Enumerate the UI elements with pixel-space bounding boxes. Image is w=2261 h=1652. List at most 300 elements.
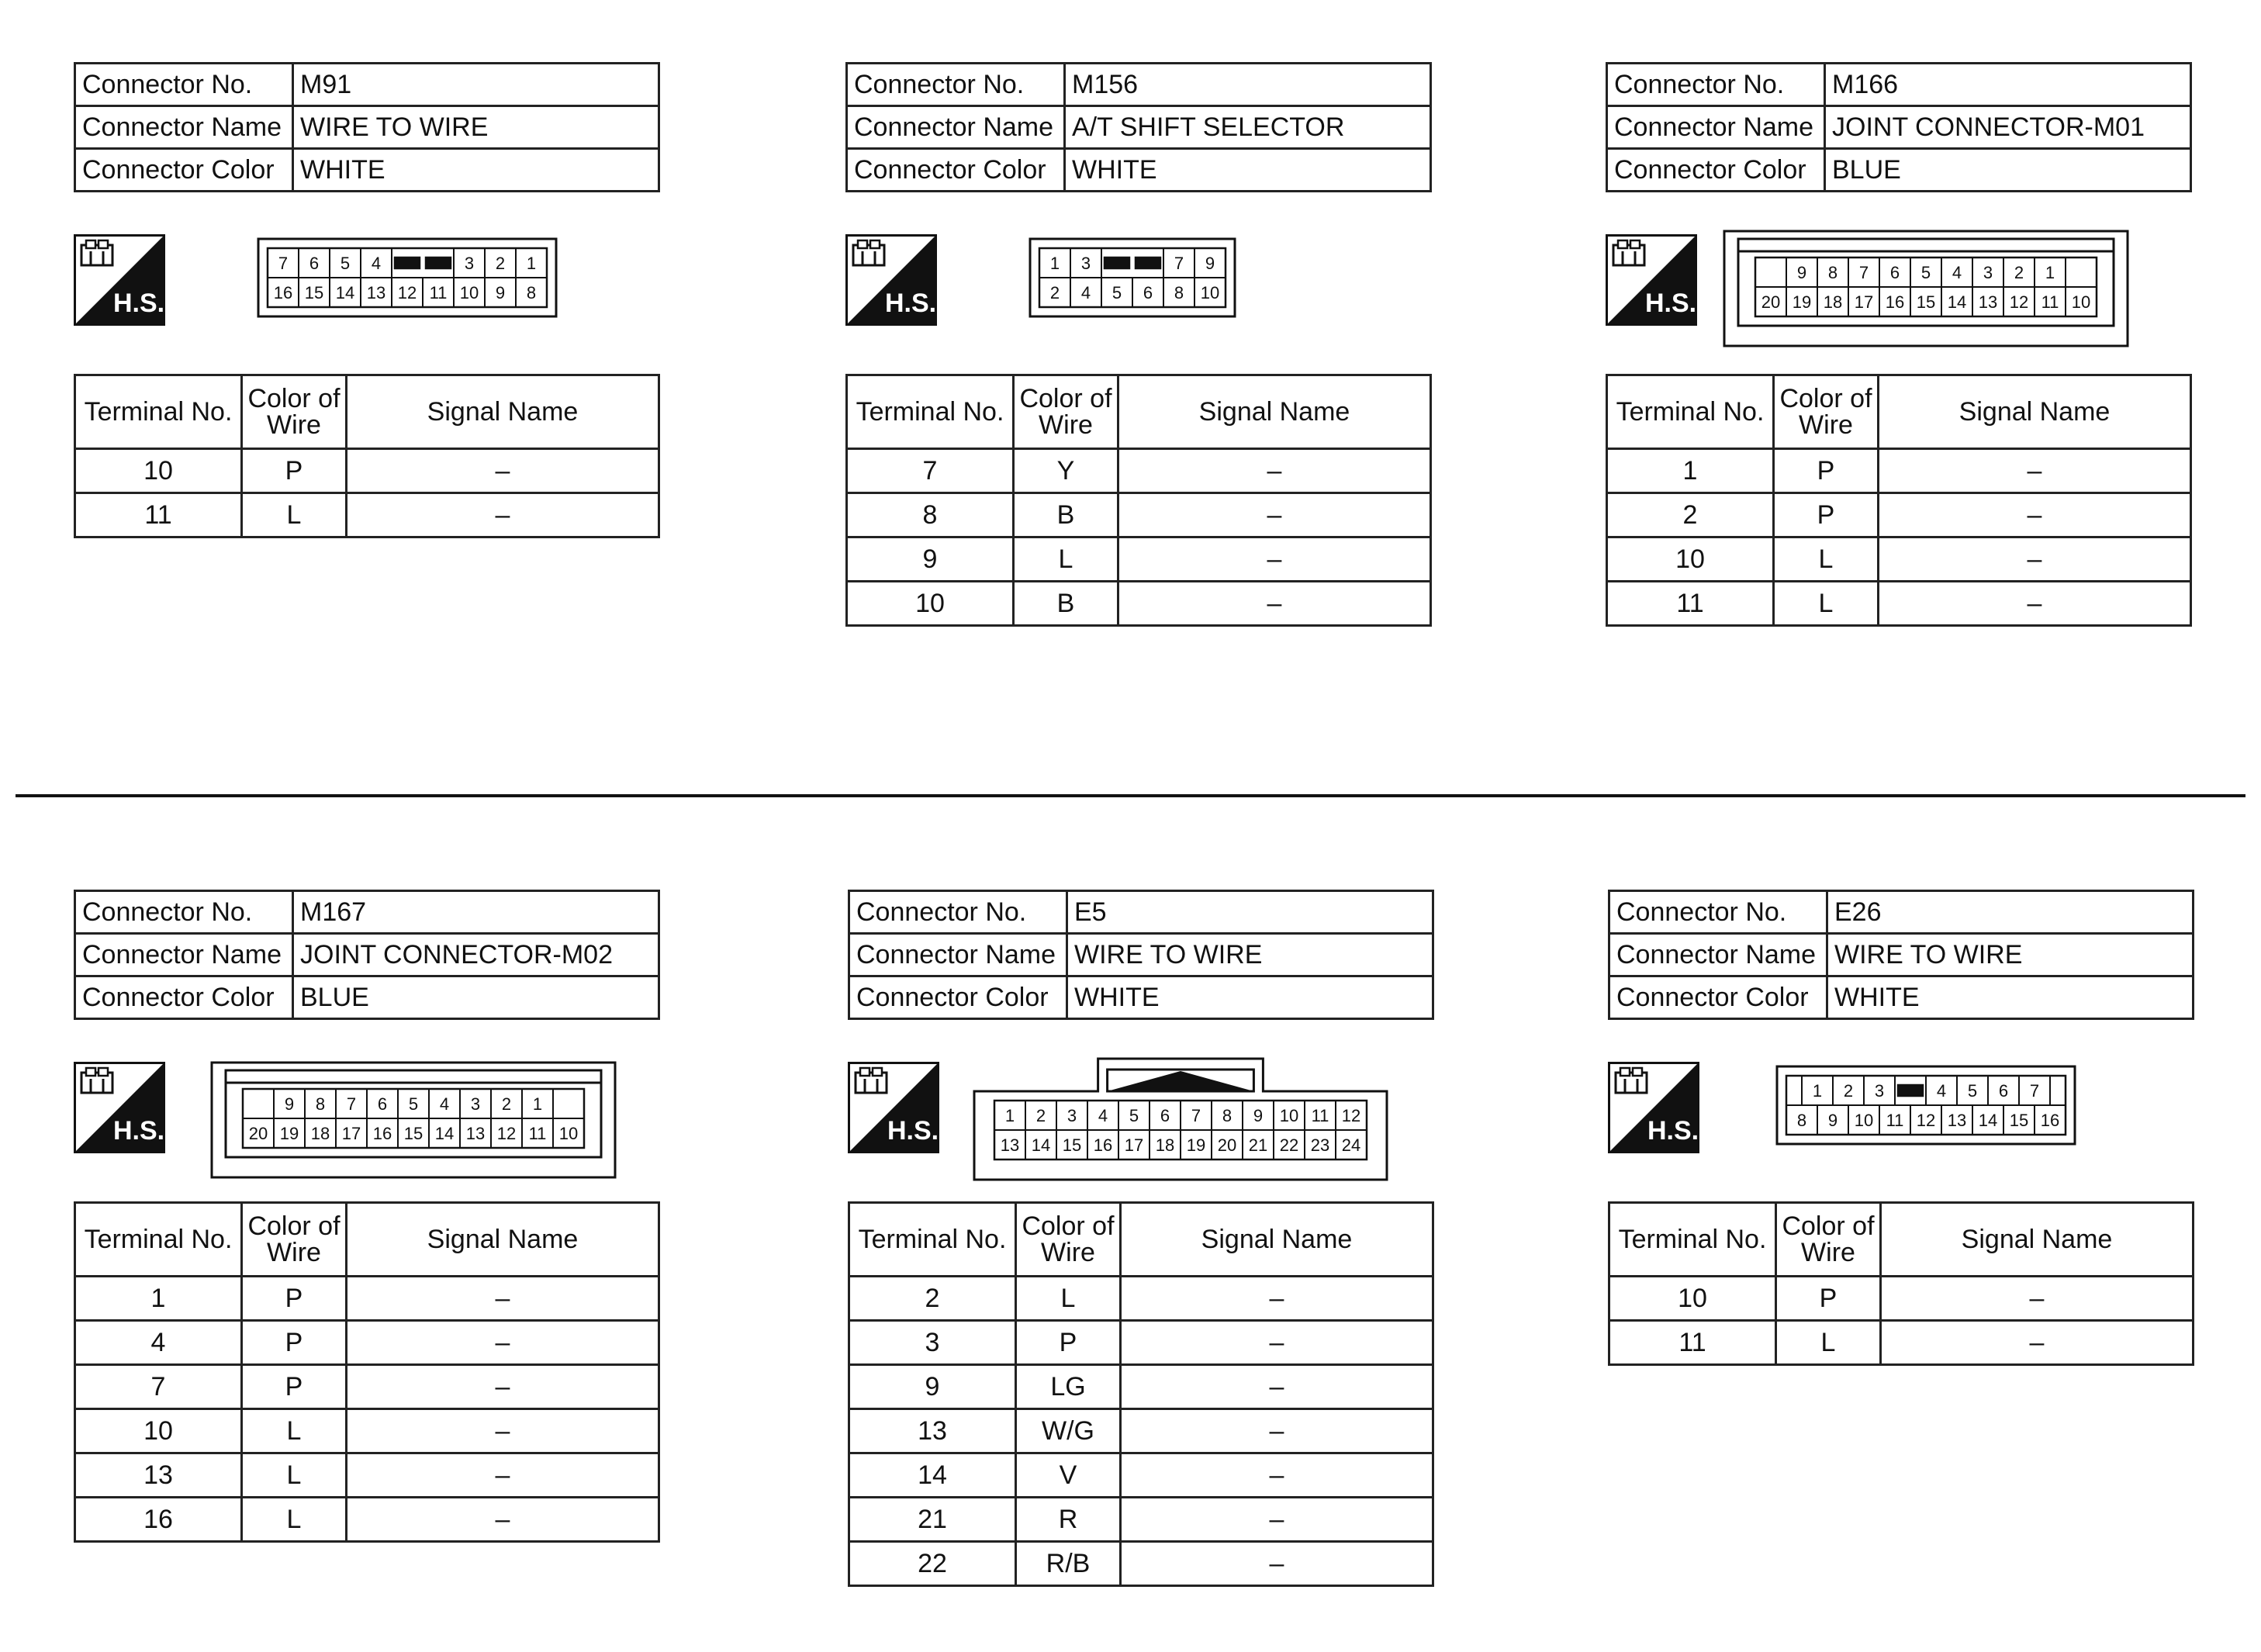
connector-color-label: Connector Color <box>75 976 293 1019</box>
terminal-row <box>1607 449 2191 493</box>
wire-color: B <box>1014 493 1118 537</box>
cavity-number: 2 <box>1035 1106 1046 1125</box>
signal-name-header: Signal Name <box>1881 1203 2194 1277</box>
signal-name: – <box>1879 582 2191 626</box>
cavity-number: 5 <box>1967 1081 1978 1101</box>
terminal-row <box>1607 582 2191 626</box>
connector-block <box>848 890 1437 1578</box>
cavity-number: 4 <box>1936 1081 1947 1101</box>
terminal-no: 7 <box>847 449 1014 493</box>
cavity-number: 19 <box>1792 292 1812 312</box>
cavity-number: 9 <box>1253 1106 1264 1125</box>
cavity-number: 10 <box>2071 292 2091 312</box>
blank-cavity <box>426 257 451 268</box>
signal-name-header: Signal Name <box>1121 1203 1433 1277</box>
connector-color-value: WHITE <box>1065 149 1431 192</box>
wire-color: P <box>1774 449 1879 493</box>
terminal-table <box>74 374 660 538</box>
cavity-number: 19 <box>279 1124 299 1143</box>
connector-name-label: Connector Name <box>75 934 293 976</box>
terminal-row <box>847 537 1431 582</box>
cavity-number: 6 <box>377 1094 388 1114</box>
cavity-number: 1 <box>2045 263 2055 282</box>
cavity-number: 6 <box>1160 1106 1170 1125</box>
cavity-number: 18 <box>310 1124 330 1143</box>
cavity-number: 7 <box>346 1094 357 1114</box>
signal-name: – <box>1121 1542 1433 1586</box>
cavity-number: 1 <box>1049 254 1060 273</box>
terminal-no: 1 <box>1607 449 1774 493</box>
color-of-wire-header: Color of Wire <box>242 1203 347 1277</box>
cavity-number: 14 <box>335 283 355 302</box>
cavity-number: 4 <box>1098 1106 1108 1125</box>
cavity-number: 2 <box>1843 1081 1854 1101</box>
hs-label: H.S. <box>112 289 165 318</box>
terminal-table <box>1608 1201 2194 1366</box>
connector-color-label: Connector Color <box>849 976 1067 1019</box>
signal-name: – <box>1121 1277 1433 1321</box>
cavity-number: 9 <box>495 283 506 302</box>
cavity-number: 17 <box>1854 292 1874 312</box>
cavity-number: 18 <box>1823 292 1843 312</box>
terminal-row <box>75 1409 659 1453</box>
signal-name: – <box>1121 1365 1433 1409</box>
terminal-no: 3 <box>849 1321 1016 1365</box>
signal-name: – <box>1879 449 2191 493</box>
signal-name: – <box>1118 449 1431 493</box>
terminal-row <box>849 1498 1433 1542</box>
connector-face-diagram <box>1775 1064 2077 1146</box>
signal-name: – <box>347 449 659 493</box>
cavity-number: 10 <box>459 283 479 302</box>
harness-side-icon <box>74 234 165 326</box>
connector-no-value: E26 <box>1827 891 2194 934</box>
connector-color-label: Connector Color <box>1607 149 1825 192</box>
connector-name-label: Connector Name <box>847 106 1065 149</box>
cavity-number: 8 <box>1174 283 1184 302</box>
terminal-no: 9 <box>847 537 1014 582</box>
cavity-number: 20 <box>1761 292 1781 312</box>
cavity-number: 2 <box>2014 263 2024 282</box>
cavity-number: 11 <box>1886 1111 1904 1130</box>
connector-name-value: A/T SHIFT SELECTOR <box>1065 106 1431 149</box>
cavity-number: 6 <box>1143 283 1153 302</box>
terminal-no: 13 <box>849 1409 1016 1453</box>
terminal-row <box>1609 1277 2194 1321</box>
cavity-number: 10 <box>1200 283 1220 302</box>
terminal-row <box>847 449 1431 493</box>
connector-face-diagram <box>972 1056 1389 1182</box>
signal-name: – <box>1121 1409 1433 1453</box>
connector-name-value: JOINT CONNECTOR-M02 <box>293 934 659 976</box>
terminal-row <box>75 449 659 493</box>
cavity-number: 4 <box>1952 263 1962 282</box>
wire-color: R/B <box>1016 1542 1121 1586</box>
cavity-number: 1 <box>532 1094 543 1114</box>
cavity-number: 19 <box>1186 1135 1206 1155</box>
harness-side-icon <box>848 1062 939 1153</box>
cavity-number: 20 <box>1217 1135 1237 1155</box>
cavity-number: 13 <box>366 283 386 302</box>
cavity-number: 3 <box>464 254 475 273</box>
cavity-number: 21 <box>1248 1135 1268 1155</box>
cavity-number: 13 <box>1947 1111 1967 1130</box>
cavity-number: 3 <box>470 1094 481 1114</box>
connector-name-label: Connector Name <box>1609 934 1827 976</box>
cavity-number: 2 <box>501 1094 512 1114</box>
cavity-number: 10 <box>558 1124 579 1143</box>
connector-block <box>74 890 663 1534</box>
cavity-number: 11 <box>1311 1106 1329 1125</box>
connector-name-label: Connector Name <box>75 106 293 149</box>
wire-color: L <box>242 1453 347 1498</box>
terminal-no: 10 <box>75 1409 242 1453</box>
wire-color: L <box>242 493 347 537</box>
terminal-row <box>847 493 1431 537</box>
cavity-number: 20 <box>248 1124 268 1143</box>
blank-cavity <box>1136 257 1160 268</box>
signal-name-header: Signal Name <box>347 375 659 449</box>
blank-cavity <box>1898 1085 1923 1096</box>
cavity-number: 9 <box>1205 254 1215 273</box>
terminal-row <box>75 1277 659 1321</box>
terminal-no: 14 <box>849 1453 1016 1498</box>
cavity-number: 13 <box>1978 292 1998 312</box>
connector-color-value: WHITE <box>1827 976 2194 1019</box>
terminal-table <box>845 374 1432 627</box>
terminal-row <box>1607 537 2191 582</box>
cavity-number: 7 <box>2029 1081 2040 1101</box>
cavity-number: 3 <box>1874 1081 1885 1101</box>
cavity-number: 15 <box>304 283 324 302</box>
cavity-number: 11 <box>2041 292 2059 312</box>
terminal-no: 21 <box>849 1498 1016 1542</box>
wire-color: W/G <box>1016 1409 1121 1453</box>
connector-face-diagram <box>256 237 558 319</box>
harness-side-icon <box>74 1062 165 1153</box>
signal-name-header: Signal Name <box>347 1203 659 1277</box>
terminal-table <box>74 1201 660 1543</box>
cavity-number: 16 <box>1093 1135 1113 1155</box>
cavity-number: 24 <box>1341 1135 1361 1155</box>
cavity-number: 14 <box>1031 1135 1051 1155</box>
wire-color: L <box>242 1498 347 1542</box>
cavity-number: 7 <box>1191 1106 1201 1125</box>
cavity-number: 8 <box>315 1094 326 1114</box>
hs-label: H.S. <box>1647 1116 1699 1146</box>
wire-color: L <box>1774 582 1879 626</box>
cavity-number: 1 <box>526 254 537 273</box>
cavity-number: 8 <box>1827 263 1838 282</box>
connector-color-label: Connector Color <box>75 149 293 192</box>
cavity-number: 4 <box>371 254 382 273</box>
terminal-row <box>75 1321 659 1365</box>
terminal-row <box>849 1321 1433 1365</box>
connector-no-label: Connector No. <box>1607 64 1825 106</box>
cavity-number: 14 <box>1978 1111 1998 1130</box>
connector-name-value: WIRE TO WIRE <box>293 106 659 149</box>
wire-color: V <box>1016 1453 1121 1498</box>
signal-name: – <box>1879 537 2191 582</box>
terminal-no: 2 <box>849 1277 1016 1321</box>
cavity-number: 7 <box>1174 254 1184 273</box>
cavity-number: 10 <box>1854 1111 1874 1130</box>
cavity-number: 5 <box>1920 263 1931 282</box>
terminal-no-header: Terminal No. <box>75 1203 242 1277</box>
connector-name-value: WIRE TO WIRE <box>1827 934 2194 976</box>
signal-name: – <box>347 493 659 537</box>
signal-name: – <box>347 1409 659 1453</box>
cavity-number: 1 <box>1004 1106 1015 1125</box>
signal-name: – <box>347 1365 659 1409</box>
connector-color-value: BLUE <box>1825 149 2191 192</box>
cavity-number: 8 <box>1222 1106 1232 1125</box>
cavity-number: 12 <box>2009 292 2029 312</box>
terminal-no: 8 <box>847 493 1014 537</box>
wire-color: P <box>242 1321 347 1365</box>
connector-color-value: BLUE <box>293 976 659 1019</box>
terminal-row <box>75 493 659 537</box>
cavity-number: 12 <box>1341 1106 1361 1125</box>
connector-info-table <box>1606 62 2192 192</box>
signal-name: – <box>1118 582 1431 626</box>
terminal-row <box>849 1409 1433 1453</box>
cavity-number: 9 <box>1796 263 1807 282</box>
cavity-number: 7 <box>1858 263 1869 282</box>
hs-label: H.S. <box>884 289 937 318</box>
signal-name: – <box>1121 1453 1433 1498</box>
hs-label: H.S. <box>112 1116 165 1146</box>
wire-color: P <box>242 449 347 493</box>
cavity-number: 16 <box>273 283 293 302</box>
terminal-no-header: Terminal No. <box>847 375 1014 449</box>
terminal-no: 11 <box>1607 582 1774 626</box>
terminal-row <box>847 582 1431 626</box>
wire-color: L <box>1774 537 1879 582</box>
cavity-number: 16 <box>1885 292 1905 312</box>
connector-name-label: Connector Name <box>849 934 1067 976</box>
signal-name: – <box>347 1453 659 1498</box>
terminal-no: 13 <box>75 1453 242 1498</box>
cavity-number: 15 <box>403 1124 424 1143</box>
cavity-number: 15 <box>2009 1111 2029 1130</box>
signal-name: – <box>1118 493 1431 537</box>
harness-side-icon <box>1606 234 1697 326</box>
harness-side-icon <box>1608 1062 1699 1153</box>
terminal-row <box>75 1365 659 1409</box>
connector-face-diagram <box>1028 237 1237 319</box>
connector-block <box>845 62 1435 618</box>
cavity-number: 4 <box>439 1094 450 1114</box>
cavity-number: 16 <box>2040 1111 2060 1130</box>
terminal-row <box>1609 1321 2194 1365</box>
cavity-number: 7 <box>278 254 289 273</box>
signal-name: – <box>1881 1277 2194 1321</box>
connector-no-value: M91 <box>293 64 659 106</box>
terminal-no: 22 <box>849 1542 1016 1586</box>
terminal-table <box>848 1201 1434 1587</box>
terminal-no: 7 <box>75 1365 242 1409</box>
cavity-number: 1 <box>1812 1081 1823 1101</box>
cavity-number: 14 <box>434 1124 455 1143</box>
connector-info-table <box>74 890 660 1020</box>
cavity-number: 10 <box>1279 1106 1299 1125</box>
wire-color: P <box>242 1365 347 1409</box>
terminal-no: 10 <box>75 449 242 493</box>
signal-name: – <box>347 1498 659 1542</box>
cavity-number: 5 <box>1129 1106 1139 1125</box>
terminal-no-header: Terminal No. <box>1609 1203 1776 1277</box>
terminal-no: 11 <box>75 493 242 537</box>
connector-no-value: M166 <box>1825 64 2191 106</box>
blank-cavity <box>1105 257 1129 268</box>
signal-name: – <box>1121 1321 1433 1365</box>
wire-color: P <box>1774 493 1879 537</box>
wire-color: L <box>1014 537 1118 582</box>
cavity-number: 15 <box>1062 1135 1082 1155</box>
signal-name-header: Signal Name <box>1879 375 2191 449</box>
cavity-number: 13 <box>465 1124 486 1143</box>
color-of-wire-header: Color of Wire <box>242 375 347 449</box>
signal-name: – <box>1118 537 1431 582</box>
connector-color-value: WHITE <box>1067 976 1433 1019</box>
wire-color: LG <box>1016 1365 1121 1409</box>
signal-name: – <box>347 1277 659 1321</box>
cavity-number: 6 <box>1889 263 1900 282</box>
terminal-table <box>1606 374 2192 627</box>
terminal-no-header: Terminal No. <box>849 1203 1016 1277</box>
terminal-no: 10 <box>1607 537 1774 582</box>
terminal-row <box>1607 493 2191 537</box>
cavity-number: 2 <box>1049 283 1060 302</box>
wire-color: P <box>1776 1277 1881 1321</box>
wire-color: L <box>1016 1277 1121 1321</box>
cavity-number: 17 <box>341 1124 361 1143</box>
terminal-no: 2 <box>1607 493 1774 537</box>
harness-side-icon <box>845 234 937 326</box>
signal-name-header: Signal Name <box>1118 375 1431 449</box>
terminal-row <box>849 1277 1433 1321</box>
terminal-no: 4 <box>75 1321 242 1365</box>
cavity-number: 16 <box>372 1124 392 1143</box>
terminal-row <box>849 1542 1433 1586</box>
cavity-number: 3 <box>1080 254 1091 273</box>
color-of-wire-header: Color of Wire <box>1014 375 1118 449</box>
cavity-number: 3 <box>1067 1106 1077 1125</box>
cavity-number: 17 <box>1124 1135 1144 1155</box>
wire-color: Y <box>1014 449 1118 493</box>
connector-no-label: Connector No. <box>849 891 1067 934</box>
cavity-number: 8 <box>1796 1111 1807 1130</box>
terminal-no: 9 <box>849 1365 1016 1409</box>
wire-color: L <box>1776 1321 1881 1365</box>
color-of-wire-header: Color of Wire <box>1774 375 1879 449</box>
cavity-number: 18 <box>1155 1135 1175 1155</box>
connector-no-value: M156 <box>1065 64 1431 106</box>
terminal-no: 1 <box>75 1277 242 1321</box>
cavity-number: 23 <box>1310 1135 1330 1155</box>
blank-cavity <box>395 257 420 268</box>
terminal-row <box>849 1365 1433 1409</box>
cavity-number: 9 <box>1827 1111 1838 1130</box>
connector-name-label: Connector Name <box>1607 106 1825 149</box>
color-of-wire-header: Color of Wire <box>1776 1203 1881 1277</box>
connector-color-label: Connector Color <box>847 149 1065 192</box>
cavity-number: 2 <box>495 254 506 273</box>
connector-face-diagram <box>209 1060 617 1180</box>
connector-info-table <box>1608 890 2194 1020</box>
color-of-wire-header: Color of Wire <box>1016 1203 1121 1277</box>
connector-info-table <box>74 62 660 192</box>
wire-color: P <box>1016 1321 1121 1365</box>
connector-block <box>1608 890 2197 1357</box>
terminal-no-header: Terminal No. <box>75 375 242 449</box>
section-divider <box>16 794 2245 797</box>
cavity-number: 8 <box>526 283 537 302</box>
terminal-row <box>75 1453 659 1498</box>
wire-color: R <box>1016 1498 1121 1542</box>
cavity-number: 5 <box>408 1094 419 1114</box>
terminal-no: 11 <box>1609 1321 1776 1365</box>
signal-name: – <box>1881 1321 2194 1365</box>
connector-name-value: WIRE TO WIRE <box>1067 934 1433 976</box>
wire-color: L <box>242 1409 347 1453</box>
cavity-number: 4 <box>1080 283 1091 302</box>
cavity-number: 12 <box>1916 1111 1936 1130</box>
cavity-number: 22 <box>1279 1135 1299 1155</box>
connector-no-value: M167 <box>293 891 659 934</box>
cavity-number: 6 <box>309 254 320 273</box>
signal-name: – <box>1121 1498 1433 1542</box>
connector-no-label: Connector No. <box>1609 891 1827 934</box>
signal-name: – <box>1879 493 2191 537</box>
cavity-number: 12 <box>496 1124 517 1143</box>
terminal-no: 16 <box>75 1498 242 1542</box>
connector-no-value: E5 <box>1067 891 1433 934</box>
connector-block <box>74 62 663 530</box>
terminal-row <box>849 1453 1433 1498</box>
wire-color: B <box>1014 582 1118 626</box>
terminal-no: 10 <box>1609 1277 1776 1321</box>
connector-face-diagram <box>1722 229 2130 348</box>
connector-no-label: Connector No. <box>847 64 1065 106</box>
cavity-number: 15 <box>1916 292 1936 312</box>
hs-label: H.S. <box>887 1116 939 1146</box>
cavity-number: 5 <box>1111 283 1122 302</box>
cavity-number: 5 <box>340 254 351 273</box>
connector-name-value: JOINT CONNECTOR-M01 <box>1825 106 2191 149</box>
connector-info-table <box>845 62 1432 192</box>
cavity-number: 13 <box>1000 1135 1020 1155</box>
terminal-row <box>75 1498 659 1542</box>
hs-label: H.S. <box>1644 289 1697 318</box>
cavity-number: 11 <box>429 283 448 302</box>
connector-no-label: Connector No. <box>75 891 293 934</box>
terminal-no-header: Terminal No. <box>1607 375 1774 449</box>
connector-color-label: Connector Color <box>1609 976 1827 1019</box>
wire-color: P <box>242 1277 347 1321</box>
cavity-number: 6 <box>1998 1081 2009 1101</box>
connector-no-label: Connector No. <box>75 64 293 106</box>
connector-block <box>1606 62 2195 618</box>
cavity-number: 3 <box>1983 263 1993 282</box>
connector-info-table <box>848 890 1434 1020</box>
signal-name: – <box>347 1321 659 1365</box>
connector-color-value: WHITE <box>293 149 659 192</box>
cavity-number: 12 <box>397 283 417 302</box>
cavity-number: 11 <box>528 1124 547 1143</box>
terminal-no: 10 <box>847 582 1014 626</box>
